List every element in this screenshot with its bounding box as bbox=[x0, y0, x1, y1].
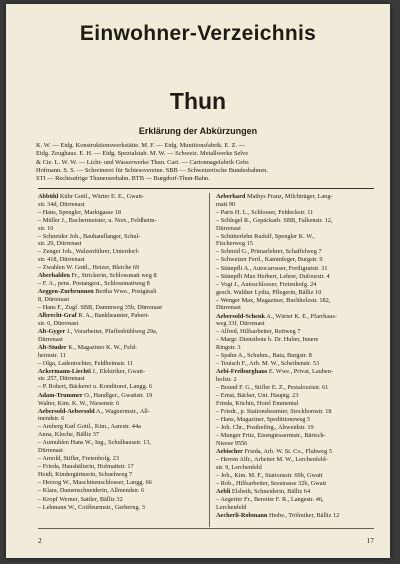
entry-line bbox=[216, 488, 376, 496]
entry-line: Ringstr. 3 bbox=[216, 344, 241, 352]
directory-entry bbox=[38, 312, 202, 328]
entry-line bbox=[38, 193, 202, 201]
entry-line: str. 6, Dürrenast bbox=[38, 319, 79, 327]
directory-entry bbox=[38, 431, 202, 439]
directory-entry bbox=[38, 360, 202, 368]
entry-line: – Klara, Damenschneiderin, Allmendstr. 6 bbox=[38, 487, 145, 495]
entry-line: Fischerweg 15 bbox=[216, 240, 253, 248]
page-number-left: 2 bbox=[38, 536, 42, 545]
entry-line: – Arnold, Stifler, Freienhofg. 23 bbox=[38, 455, 120, 463]
entry-line: – Ernst, Bäcker, Unt. Hauptg. 23 bbox=[216, 392, 299, 400]
entry-text: R. A., Bankbeamter, Pabert- bbox=[76, 312, 150, 320]
entry-line: – Herren Alfr., Arbeiter M. W., Lerchenfeld- bbox=[216, 456, 328, 464]
entry-line: – Paris H. L., Schlosser, Feldeckstr. 11 bbox=[216, 208, 314, 216]
entry-line: – Müller J., Buchermeister, u. Nort., Feldheim- bbox=[38, 216, 157, 224]
legend-line: STI — Rechtsufrige Thunerseebahn. BTB — Burgdorf-Thun-Bahn. bbox=[36, 175, 210, 183]
directory-entry bbox=[216, 328, 376, 336]
directory-entry bbox=[38, 463, 202, 471]
entry-text: Fr., Strickerin, Schlossmatt weg 8 bbox=[69, 272, 157, 280]
entry-surname: Aeberhard bbox=[216, 193, 246, 200]
entry-line: – Bound F. G., Stifler E. Z., Pestalozzistr. 61 bbox=[216, 384, 329, 392]
entry-line bbox=[38, 408, 202, 416]
directory-entry bbox=[216, 273, 376, 281]
directory-entry bbox=[216, 480, 376, 488]
directory-entry bbox=[38, 400, 202, 408]
entry-surname: Alt-Gyger bbox=[38, 328, 66, 336]
entry-line: mendstr. 6 bbox=[38, 415, 65, 423]
directory-entry bbox=[216, 368, 376, 384]
entry-line: – Schweizer Ferd., Kaminfeger, Burgstr. 9 bbox=[216, 256, 323, 264]
entry-line: – Schlegel R., Gepäckarb. SBB, Falkenstr. 12, bbox=[216, 216, 333, 224]
directory-entry bbox=[216, 408, 376, 416]
entry-line: str. 29, Dürrenast bbox=[38, 240, 82, 248]
entry-text: E. Wwe., Privat, Lauben- bbox=[267, 368, 333, 376]
directory-entry bbox=[216, 384, 376, 392]
entry-surname: Albrecht-Graf bbox=[38, 312, 77, 320]
entry-line: – Stämpfli Max Herbert, Lehrer, Dufourstr. 4 bbox=[216, 272, 330, 280]
directory-entry bbox=[38, 479, 202, 487]
directory-entry bbox=[38, 193, 202, 209]
entry-line: – Olga, Ladentochter, Feldheimstr. 11 bbox=[38, 359, 134, 367]
directory-entry bbox=[216, 313, 376, 329]
entry-line: – Kropf Werner, Sattler, Bälliz 32 bbox=[38, 495, 123, 503]
directory-entry bbox=[38, 423, 202, 431]
directory-entry bbox=[38, 496, 202, 504]
city-heading: Thun bbox=[169, 88, 227, 114]
entry-text: Kühr Gottl., Wärter E. E., Gwatt- bbox=[58, 193, 145, 200]
directory-entry bbox=[38, 272, 202, 280]
entry-line: heimstr. 11 bbox=[38, 351, 66, 359]
entry-line: Dürrenast bbox=[38, 335, 63, 343]
right-column bbox=[216, 193, 376, 520]
entry-line: str. 9, Lerchenfeld bbox=[216, 463, 262, 471]
legend-divider bbox=[38, 188, 374, 189]
entry-text: Elsbeth, Schneiderin, Bälliz 64 bbox=[230, 488, 311, 496]
entry-surname: Aebischer bbox=[216, 448, 243, 456]
entry-line: – Frieda, Haushälterin, Hofmattstr. 17 bbox=[38, 463, 134, 471]
entry-line: – Hans, Magaziner, Spedittionsweg 5 bbox=[216, 416, 311, 424]
entry-line: – Rob., Hilfsarbeiter, Seestrasse 32b, Gwatt bbox=[216, 480, 327, 488]
entry-line: – Schneider Joh., Bauhandlanger, Schul- bbox=[38, 232, 141, 240]
directory-entry bbox=[216, 496, 376, 512]
entry-line: – Stämpfli A., Autocarosser, Freiligratstr. 31 bbox=[216, 264, 328, 272]
entry-line: – Zwahlen W. Gottl., Heizer, Bleiche 69 bbox=[38, 264, 140, 272]
entry-surname: Ackermann-Liechti bbox=[38, 367, 91, 375]
abbreviations-heading: Erklärung der Abkürzungen bbox=[138, 126, 258, 136]
entry-surname: Aberhalden bbox=[38, 272, 70, 280]
directory-entry bbox=[38, 439, 202, 455]
directory-entry bbox=[216, 193, 376, 209]
directory-entry bbox=[216, 217, 376, 233]
entry-text: Frieda, Arb. W. St. Co., Fluhweg 5 bbox=[242, 448, 332, 456]
entry-line bbox=[216, 368, 376, 376]
entry-line: – Spahn A., Schuhm., Bata, Burgstr. 8 bbox=[216, 352, 312, 360]
entry-text: Mathys Franz, Milchträger, Lang- bbox=[245, 193, 333, 200]
directory-entry bbox=[38, 487, 202, 495]
entry-line: – Lehmann W., Coiffeurmstr., Gerberng. 3 bbox=[38, 503, 145, 511]
directory-entry bbox=[38, 383, 202, 391]
entry-line: – Vogt J., Autoschlosser, Freienhofg. 24 bbox=[216, 280, 317, 288]
directory-entry bbox=[216, 416, 376, 424]
column-divider bbox=[209, 193, 210, 527]
directory-entry bbox=[38, 368, 202, 384]
entry-line: – Munger Fritz, Eisengiessermstr., Bärtsch- bbox=[216, 432, 326, 440]
directory-entry bbox=[216, 400, 376, 408]
entry-surname: Adam-Trummer bbox=[38, 391, 83, 399]
entry-line: – Margr. Dienstbote b. Dr. Huber, Innere bbox=[216, 336, 319, 344]
directory-entry bbox=[38, 217, 202, 233]
entry-line: matt 90 bbox=[216, 200, 236, 208]
entry-line: Dürrenast bbox=[38, 447, 63, 455]
entry-line: str. 34d, Dürrenast bbox=[38, 200, 85, 208]
entry-line: Frieda, Köchin, Hotel Emmental bbox=[216, 400, 299, 408]
legend-line: & Cie. L. W. W. — Licht- und Wasserwerke Thun. Cart. — Cartonnagefabrik Gebr. bbox=[36, 158, 250, 166]
entry-line: weg 33f, Dürrenast bbox=[216, 320, 265, 328]
abbreviations-legend bbox=[36, 142, 374, 183]
page-title: Einwohner-Verzeichnis bbox=[79, 22, 317, 45]
legend-line: Hofmann. S. S. — Schreinerei für Schiessvereine. SBB — Schweizerische Bundesbahnen. bbox=[36, 166, 268, 174]
directory-entry bbox=[38, 304, 202, 312]
entry-line bbox=[38, 344, 202, 352]
entry-line: str. 418, Dürrenast bbox=[38, 256, 85, 264]
legend-line: Eidg. Zeughaus. E. H. — Eidg. Spezialstab. M. W. — Schweiz. Metallwerke Selve bbox=[36, 150, 249, 158]
directory-entry bbox=[216, 488, 376, 496]
directory-entry bbox=[38, 328, 202, 344]
entry-line: – Aumuhlen Hans W., Ing., Schulhausstr. 13, bbox=[38, 439, 151, 447]
entry-line bbox=[38, 288, 202, 296]
entry-line: Heidi, Kindergärtnerin, Schuehweg 7 bbox=[38, 471, 133, 479]
directory-entry bbox=[216, 352, 376, 360]
entry-surname: Aebi-Freiburghaus bbox=[216, 368, 268, 376]
entry-line: Walter, Kim. K. W., Niesenstr. 6 bbox=[38, 399, 120, 407]
entry-line bbox=[216, 512, 376, 520]
entry-surname: Aebersold-Aebersold bbox=[38, 407, 95, 415]
entry-text: J., Elektriker, Gwatt- bbox=[90, 367, 146, 375]
directory-entry bbox=[38, 471, 202, 479]
entry-line: – Aegerter Fr., Bereiter F. R., Langestr. 46, bbox=[216, 496, 324, 504]
directory-entry bbox=[38, 344, 202, 360]
entry-text: A., Wagnermstr., All- bbox=[94, 407, 150, 415]
directory-entry bbox=[38, 280, 202, 288]
entry-line: – Teutsch F., Arb. M. W., Scheibenstr. 53 bbox=[216, 360, 320, 368]
directory-entry bbox=[38, 392, 202, 400]
entry-line: – Schütterlehn Rudolf, Spengler K. W., bbox=[216, 232, 315, 240]
entry-line: – Alfred, Hilfsarbeiter, Reitweg 7 bbox=[216, 328, 301, 336]
directory-entry bbox=[216, 512, 376, 520]
entry-line: Dürrenast bbox=[216, 304, 241, 312]
entry-line: hofstr. 2 bbox=[216, 376, 237, 383]
entry-line: – Hans F., Zugf. SBB, Dammweg 35b, Dürrenast bbox=[38, 304, 163, 312]
entry-line bbox=[216, 193, 376, 201]
directory-entry bbox=[216, 448, 376, 456]
directory-entry bbox=[216, 297, 376, 313]
entry-line: Dürrenast bbox=[216, 224, 241, 232]
entry-surname: Abbühl bbox=[38, 193, 59, 200]
entry-surname: Aeggen-Zurbrunnen bbox=[38, 288, 94, 296]
directory-entry bbox=[216, 209, 376, 217]
directory-entry bbox=[216, 472, 376, 480]
entry-line: – Zenger Joh., Walzenführer, Unterdorf- bbox=[38, 248, 140, 256]
entry-line: – Hans, Spengler, Marktgasse 18 bbox=[38, 208, 121, 216]
directory-entry bbox=[38, 504, 202, 512]
entry-text: Bertha Wwe., Postgässli bbox=[93, 288, 157, 296]
directory-entry bbox=[216, 392, 376, 400]
entry-text: O., Handlger., Gwattstr. 19 bbox=[82, 391, 153, 399]
directory-entry bbox=[216, 360, 376, 368]
entry-line: 8, Dürrenast bbox=[38, 296, 70, 304]
entry-line: Nieese 9556 bbox=[216, 440, 248, 448]
legend-line: K. W. — Eidg. Konstruktionswerkstätte. M. F. — Eidg. Munitionsfabrik. E. Z. — bbox=[36, 142, 245, 149]
directory-entry bbox=[38, 455, 202, 463]
entry-line: str. 10 bbox=[38, 224, 54, 232]
entry-line bbox=[38, 368, 202, 376]
entry-text: A., Wärter K. E., Pfarrhaus- bbox=[264, 312, 337, 320]
directory-entry bbox=[216, 336, 376, 352]
entry-line: – Schmid G., Primarlehrer, Schaffelweg 7 bbox=[216, 248, 322, 256]
entry-line: – Wenger Max, Magaziner, Buchholzstr. 182, bbox=[216, 296, 331, 304]
directory-entry bbox=[38, 408, 202, 424]
entry-line: – Joh. Chr., Postbeförg., Altweidstr. 19 bbox=[216, 424, 314, 432]
directory-entry bbox=[216, 432, 376, 448]
entry-line: – Amberg Karl Gottl., Kim., Aarestr. 44a bbox=[38, 423, 141, 431]
entry-line bbox=[38, 272, 202, 280]
directory-entry bbox=[216, 265, 376, 273]
entry-line bbox=[216, 448, 376, 456]
entry-line bbox=[38, 392, 202, 400]
entry-line: – P. Robert, Bäckerei u. Konditorei, Langg. 6 bbox=[38, 383, 153, 391]
footer-divider bbox=[38, 528, 374, 529]
entry-line: Lerchenfeld bbox=[216, 503, 247, 511]
entry-surname: Alt-Studer bbox=[38, 343, 67, 351]
entry-line bbox=[38, 328, 202, 336]
directory-entry bbox=[216, 456, 376, 472]
directory-page bbox=[6, 4, 390, 558]
entry-line: gesch. Walther Lydia, Pflegerin, Bälliz 10 bbox=[216, 288, 322, 296]
entry-line: – Joh., Kim. M. F., Stationsstr. 69b, Gwatt bbox=[216, 471, 323, 479]
left-column bbox=[38, 193, 202, 512]
entry-line bbox=[38, 312, 202, 320]
entry-line bbox=[216, 313, 376, 321]
entry-line: Anna, Kloche, Bälliz 37 bbox=[38, 431, 100, 439]
directory-entry bbox=[38, 209, 202, 217]
directory-entry bbox=[216, 281, 376, 289]
page-number-right: 17 bbox=[366, 536, 374, 545]
entry-line: – Herzog W., Maschinenschlosser, Langg. 66 bbox=[38, 479, 152, 487]
directory-entry bbox=[216, 256, 376, 264]
directory-entry bbox=[38, 264, 202, 272]
directory-entry bbox=[38, 233, 202, 249]
entry-surname: Aebersold-Schenk bbox=[216, 312, 265, 320]
directory-entry bbox=[38, 248, 202, 264]
entry-surname: Aecherli-Robmann bbox=[216, 511, 268, 519]
directory-entry bbox=[216, 424, 376, 432]
directory-entry bbox=[216, 248, 376, 256]
entry-line: str. 257, Dürrenast bbox=[38, 375, 85, 383]
entry-surname: Aebli bbox=[216, 488, 231, 496]
entry-text: Hedw., Trölmiker, Bälliz 12 bbox=[267, 511, 340, 519]
entry-line: – F. A., pens. Postangest., Schlossmattweg 8 bbox=[38, 280, 150, 288]
entry-text: K., Magaziner K. W., Feld- bbox=[66, 343, 137, 351]
entry-line: – Friedr., p. Stationsbeamter, Stockhornstr. 18 bbox=[216, 408, 332, 416]
entry-text: J., Vorarbeiter, Pfaffenbühlweg 29a, bbox=[65, 328, 158, 336]
directory-entry bbox=[38, 288, 202, 304]
directory-entry bbox=[216, 233, 376, 249]
directory-entry bbox=[216, 289, 376, 297]
